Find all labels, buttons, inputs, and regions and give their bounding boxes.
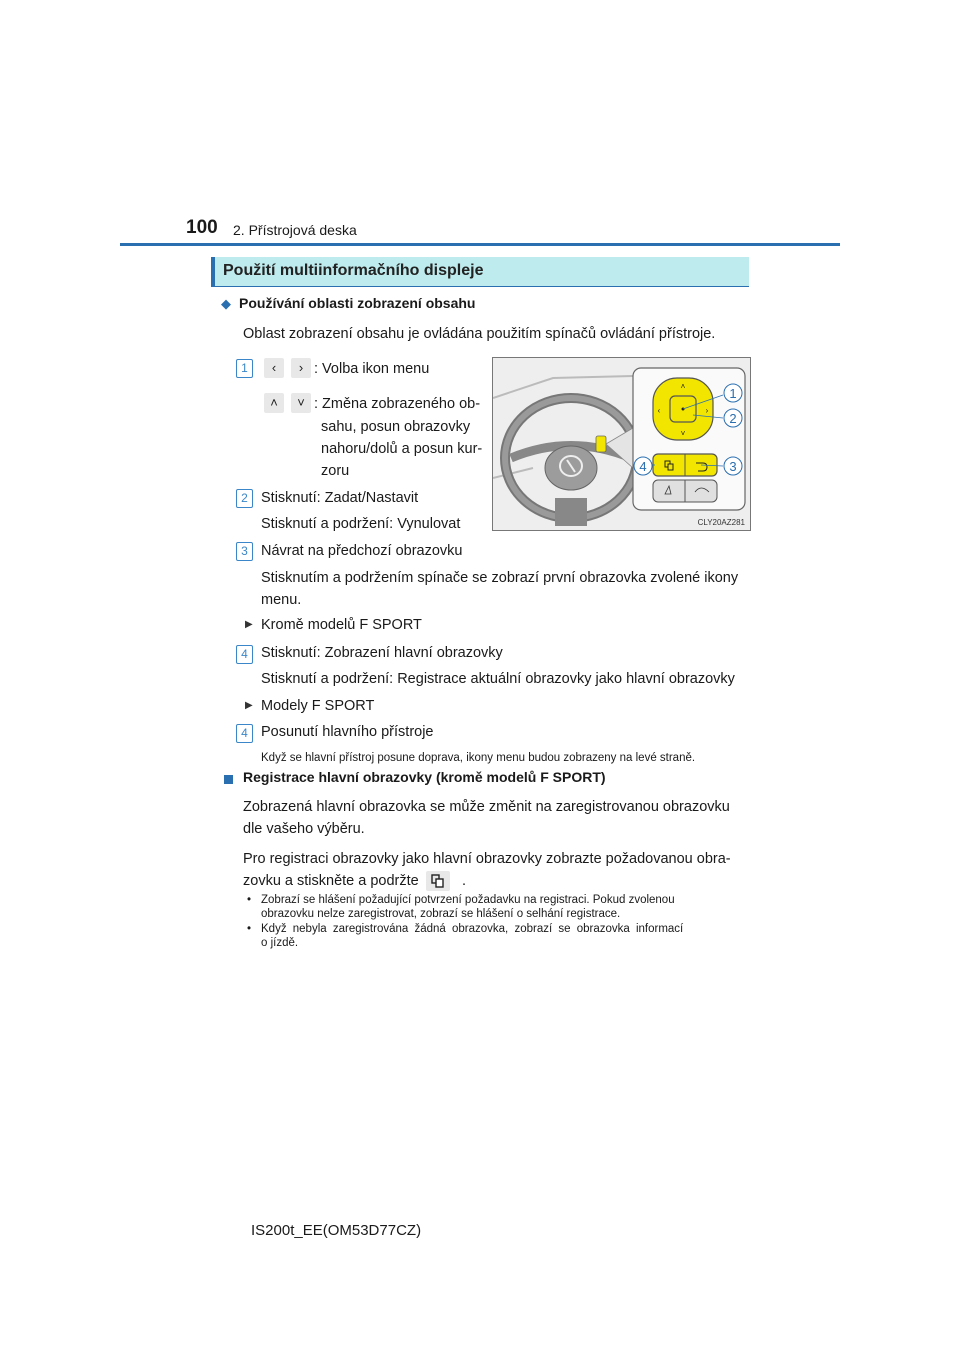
callout-4: 4 [639, 459, 647, 474]
condition-2: Modely F SPORT [261, 698, 375, 714]
registration-bullet1-line1: Zobrazí se hlášení požadující potvrzení požadavku na registraci. Pokud zvolenou [261, 894, 675, 906]
registration-p1-line1: Zobrazená hlavní obrazovka se může změnit na zaregistrovanou obrazovku [243, 799, 730, 815]
registration-p2-line2: zovku a stiskněte a podržte [243, 873, 419, 889]
item-3-text-a: Návrat na předchozí obrazovku [261, 543, 463, 559]
chevron-left-icon: ‹ [264, 358, 284, 378]
triangle-bullet-icon: ▶ [245, 619, 253, 630]
subsection-title [221, 295, 475, 312]
item-4-text-c: Posunutí hlavního přístroje [261, 724, 434, 740]
svg-text:˅: ˅ [680, 429, 686, 438]
registration-p2-line1: Pro registraci obrazovky jako hlavní obrazovky zobrazte požadovanou obra- [243, 851, 731, 867]
item-3-text-b-line1: Stisknutím a podržením spínače se zobrazí první obrazovka zvolené ikony [261, 570, 739, 586]
svg-text:‹: ‹ [657, 406, 661, 415]
callout-3: 3 [729, 459, 737, 474]
chevron-down-icon: ˅ [291, 393, 311, 413]
condition-1: Kromě modelů F SPORT [261, 617, 422, 633]
item-4-text-d: Když se hlavní přístroj posune doprava, ikony menu budou zobrazeny na levé straně. [261, 752, 696, 764]
item-3-text-b-line2: menu. [261, 592, 302, 608]
steering-wheel-illustration [493, 358, 750, 530]
item-number-3: 3 [236, 542, 253, 561]
item-1-text-a: : Volba ikon menu [314, 361, 430, 377]
item-2-text-a: Stisknutí: Zadat/Nastavit [261, 490, 419, 506]
section-title: Použití multiinformačního displeje [223, 262, 484, 279]
item-1-text-b-line4: zoru [321, 463, 350, 479]
item-number-4a: 4 [236, 645, 253, 664]
registration-title: Registrace hlavní obrazovky (kromě modelů F SPORT) [243, 769, 606, 785]
item-1-text-b-line1: : Změna zobrazeného ob- [314, 396, 481, 412]
chapter-title: 2. Přístrojová deska [233, 222, 357, 238]
chevron-up-icon: ˄ [264, 393, 284, 413]
svg-text:›: › [705, 406, 709, 415]
registration-bullet2-line1: Když nebyla zaregistrována žádná obrazovka, zobrazí se obrazovka informací [261, 923, 684, 935]
item-number-2: 2 [236, 489, 253, 508]
subsection-title-text: Používání oblasti zobrazení obsahu [239, 295, 476, 311]
square-bullet-icon [224, 775, 233, 784]
section-header [211, 257, 749, 287]
triangle-bullet-icon: ▶ [245, 700, 253, 711]
item-2-text-b: Stisknutí a podržení: Vynulovat [261, 516, 461, 532]
svg-text:˄: ˄ [680, 382, 686, 391]
section-accent [211, 257, 215, 286]
subsection-intro: Oblast zobrazení obsahu je ovládána použitím spínačů ovládání přístroje. [243, 326, 716, 342]
registration-bullet2-line2: o jízdě. [261, 937, 299, 949]
header-divider [120, 243, 840, 246]
footer-model: IS200t_EE(OM53D77CZ) [251, 1222, 422, 1239]
registration-p1-line2: dle vašeho výběru. [243, 821, 365, 837]
figure-code: CLY20AZ281 [697, 518, 745, 527]
home-screen-key-icon [426, 871, 450, 891]
registration-p2-end: . [462, 873, 467, 889]
chevron-right-icon: › [291, 358, 311, 378]
registration-bullet1-line2: obrazovku nelze zaregistrovat, zobrazí se hlášení o selhání registrace. [261, 908, 621, 920]
item-number-4b: 4 [236, 724, 253, 743]
item-4-text-b: Stisknutí a podržení: Registrace aktuální obrazovky jako hlavní obrazovky [261, 671, 735, 687]
bullet-dot-icon: • [247, 923, 252, 935]
bullet-dot-icon: • [247, 894, 252, 906]
item-4-text-a: Stisknutí: Zobrazení hlavní obrazovky [261, 645, 503, 661]
item-1-text-b-line2: sahu, posun obrazovky [321, 419, 471, 435]
item-number-1: 1 [236, 359, 253, 378]
page-number: 100 [186, 217, 218, 238]
callout-1: 1 [729, 386, 737, 401]
steering-switch-figure [492, 357, 751, 531]
item-1-text-b-line3: nahoru/dolů a posun kur- [321, 441, 483, 457]
callout-2: 2 [729, 411, 737, 426]
diamond-icon: ◆ [221, 296, 231, 311]
